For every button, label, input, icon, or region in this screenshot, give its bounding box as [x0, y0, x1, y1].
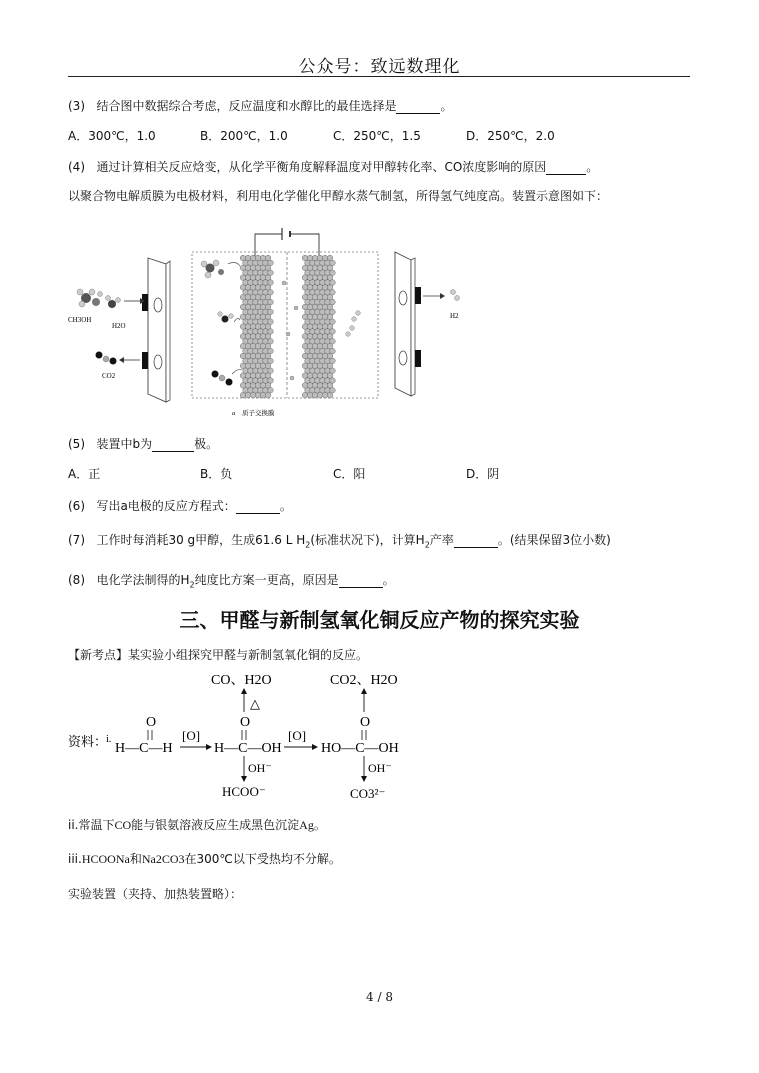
note-co: CO: [114, 818, 132, 832]
co2-molecule: [96, 352, 117, 365]
formaldehyde: H—C—H: [115, 741, 173, 756]
question-end: 极。: [194, 437, 219, 451]
question-text: 写出a电极的反应方程式：: [96, 499, 236, 513]
answer-blank: [152, 437, 194, 452]
oh-1: OH⁻: [248, 761, 272, 775]
scheme-roman: i.: [106, 734, 112, 745]
water-in-cell: [218, 312, 234, 323]
subscript: 2: [189, 580, 195, 590]
h2o-label: H2O: [112, 322, 126, 330]
note-end: 。: [313, 818, 326, 832]
answer-blank: [236, 499, 280, 514]
formic-o: O: [240, 715, 251, 730]
q3-option-b: B．200℃，1.0: [200, 129, 288, 143]
question-5: [68, 435, 218, 452]
electrode-a-label: a: [232, 410, 236, 417]
co2-in-cell: [212, 371, 233, 386]
answer-blank: [546, 160, 586, 175]
question-end: 。: [586, 160, 599, 174]
q5-option-b: B．负: [200, 467, 233, 481]
q3-option-a: A．300℃，1.0: [68, 129, 156, 143]
note-ii: [68, 816, 326, 833]
outlet-port: [142, 352, 148, 369]
question-3: [68, 97, 452, 114]
question-end: 。(结果保留3位小数): [497, 533, 611, 547]
q5-option-a: A．正: [68, 467, 101, 481]
question-text: 电化学法制得的H: [96, 573, 190, 587]
note-text-cont: 能与银氨溶液反应生成黑色沉淀: [131, 818, 300, 832]
question-6: [68, 497, 292, 514]
question-text-cont: 纯度比方案一更高，原因是: [194, 573, 339, 587]
question-7: [68, 531, 611, 549]
question-8: [68, 571, 395, 589]
question-text-cont: (标准状况下)，计算H: [310, 533, 425, 547]
question-text-cont: 产率: [429, 533, 454, 547]
subscript: 2: [305, 540, 311, 550]
co2-label: CO2: [102, 372, 116, 380]
membrane-label: 质子交换膜: [242, 410, 275, 417]
reaction-scheme: [68, 668, 428, 808]
question-end: 。: [440, 99, 453, 113]
device-intro: 以聚合物电解质膜为电极材料，利用电化学催化甲醇水蒸气制氢，所得氢气纯度高。装置示意图如下：: [68, 189, 609, 203]
question-number: (8): [68, 573, 85, 587]
oxidant-1: [O]: [182, 728, 201, 743]
ch3oh-label: CH3OH: [68, 316, 92, 324]
electrode-a: [240, 255, 273, 398]
left-end-plate: [148, 258, 166, 402]
question-text: 装置中b为: [96, 437, 153, 451]
page-number: 4 / 8: [366, 990, 393, 1004]
header-divider: [68, 76, 690, 77]
answer-blank: [454, 533, 498, 548]
note-hcoona: HCOONa: [81, 852, 130, 866]
scheme-label: 资料：: [68, 734, 108, 749]
answer-blank: [339, 573, 383, 588]
h2-in-cell: [346, 311, 361, 337]
note-text-cont: 在300℃以下受热均不分解。: [184, 852, 341, 866]
note-text: iii.: [68, 852, 82, 866]
ch3oh-molecule: [77, 289, 103, 307]
formate-product: HCOO⁻: [222, 784, 266, 799]
page-header-title: 公众号：致远数理化: [298, 57, 461, 77]
h2o-molecule: [106, 296, 121, 309]
q5-option-c: C．阳: [333, 467, 366, 481]
new-point-tag: 【新考点】: [68, 648, 129, 662]
question-number: (5): [68, 437, 85, 451]
note-text-cont: 和: [129, 852, 142, 866]
formic-acid: H—C—OH: [214, 741, 282, 756]
apparatus-caption: 实验装置（夹持、加热装置略）：: [68, 887, 243, 901]
question-text: 工作时每消耗30 g甲醇，生成61.6 L H: [96, 533, 306, 547]
right-end-plate: [395, 252, 411, 396]
question-text: 结合图中数据综合考虑，反应温度和水醇比的最佳选择是: [96, 99, 397, 113]
h2-outlet-port: [415, 287, 421, 304]
inlet-port: [142, 294, 148, 311]
question-end: 。: [279, 499, 292, 513]
new-point-text: 某实验小组探究甲醛与新制氢氧化铜的反应。: [128, 648, 369, 662]
methanol-in-cell: [201, 260, 224, 278]
oh-2: OH⁻: [368, 761, 392, 775]
note-iii: [68, 850, 341, 867]
question-number: (4): [68, 160, 85, 174]
q3-option-d: D．250℃，2.0: [466, 129, 555, 143]
electrode-b: [302, 255, 335, 398]
q5-option-d: D．阴: [466, 467, 500, 481]
note-na2co3: Na2CO3: [141, 852, 185, 866]
question-number: (7): [68, 533, 85, 547]
electrolysis-device-diagram: [68, 218, 488, 423]
answer-blank: [396, 99, 440, 114]
question-number: (3): [68, 99, 85, 113]
oxidant-2: [O]: [288, 728, 307, 743]
question-end: 。: [382, 573, 395, 587]
note-text: ii.常温下: [68, 818, 115, 832]
h2-label: H2: [450, 312, 459, 320]
subscript: 2: [424, 540, 430, 550]
carbonate-product: CO3²⁻: [350, 786, 386, 801]
co-h2o-product: CO、H2O: [211, 673, 272, 688]
section-title: 三、甲醛与新制氢氧化铜反应产物的探究实验: [179, 608, 580, 632]
question-number: (6): [68, 499, 85, 513]
heat-symbol: △: [250, 696, 260, 711]
note-ag: Ag: [299, 818, 314, 832]
new-point: [68, 646, 368, 663]
co2-h2o-product: CO2、H2O: [330, 673, 398, 688]
question-text: 通过计算相关反应焓变，从化学平衡角度解释温度对甲醇转化率、CO浓度影响的原因: [96, 160, 547, 174]
carbonic-o: O: [360, 715, 371, 730]
h2-molecule: [451, 290, 460, 301]
carbonic-acid: HO—C—OH: [321, 741, 399, 756]
q3-option-c: C．250℃，1.5: [333, 129, 421, 143]
formaldehyde-o: O: [146, 715, 157, 730]
question-4: [68, 158, 598, 175]
